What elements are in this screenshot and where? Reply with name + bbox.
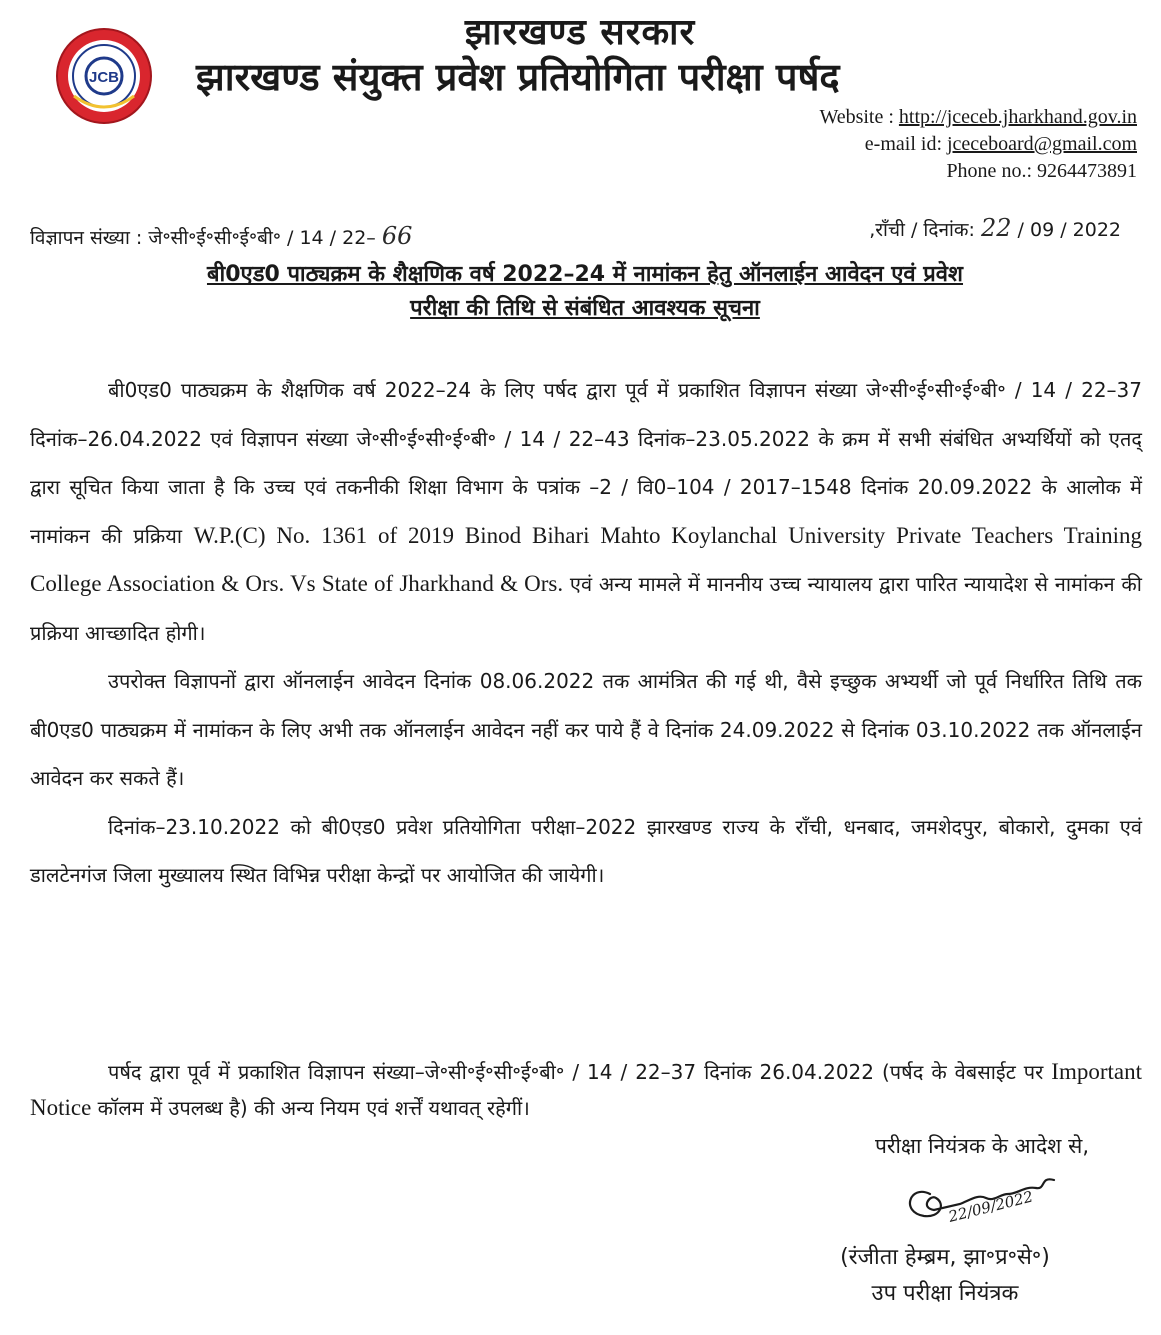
website-label: Website : — [819, 106, 899, 128]
handwritten-signature — [890, 1164, 1070, 1230]
important-notice-term: Important Notice — [30, 1059, 1142, 1120]
reference-line — [30, 214, 1121, 250]
email-label: e-mail id: — [864, 133, 947, 155]
subject-line-2: परीक्षा की तिथि से संबंधित आवश्यक सूचना — [410, 296, 760, 321]
paragraph-4: पर्षद द्वारा पूर्व में प्रकाशित विज्ञापन संख्या–जे॰सी॰ई॰सी॰ई॰बी॰ / 14 / 22–37 दिनांक 26.04.2022 (पर्षद के वेबसाईट पर Important Notice कॉलम में उपलब्ध है) की अन्य नियम एवं शर्त्तें यथावत् रहेगीं। — [30, 1059, 1142, 1120]
contact-block — [819, 104, 1137, 185]
advertisement-number: विज्ञापन संख्या : जे॰सी॰ई॰सी॰ई॰बी॰ / 14 / 22– 66 — [30, 222, 413, 250]
signatory-name: (रंजीता हेम्ब्रम, झा॰प्र॰से॰) — [840, 1245, 1050, 1270]
handwritten-day: 22 — [980, 214, 1012, 242]
svg-text:JCB: JCB — [88, 69, 120, 86]
paragraph-1: बी0एड0 पाठ्यक्रम के शैक्षणिक वर्ष 2022–24 के लिए पर्षद द्वारा पूर्व में प्रकाशित विज्ञापन संख्या जे॰सी॰ई॰सी॰ई॰बी॰ / 14 / 22–37 दिनांक–26.04.2022 एवं विज्ञापन संख्या जे॰सी॰ई॰सी॰ई॰बी॰ / 14 / 22–43 दिनांक–23.05.2022 के क्रम में सभी संबंधित अभ्यर्थियों को एतद् द्वारा सूचित किया जाता है कि उच्च एवं तकनीकी शिक्षा विभाग के पत्रांक –2 / वि0–104 / 2017–1548 दिनांक 20.09.2022 के आलोक में नामांकन की प्रक्रिया W.P.(C) No. 1361 of 2019 Binod Bihari Mahto Koylanchal University Private Teachers Training College Association & Ors. Vs State of Jharkhand & Ors. एवं अन्य मामले में माननीय उच्च न्यायालय द्वारा पारित न्यायादेश से नामांकन की प्रक्रिया आच्छादित होगी। — [30, 378, 1142, 645]
jceceb-seal-logo — [54, 26, 154, 126]
government-heading: झारखण्ड सरकार — [464, 12, 696, 53]
website-link[interactable]: http://jceceb.jharkhand.gov.in — [898, 106, 1137, 128]
phone-line: Phone no.: 9264473891 — [946, 160, 1137, 182]
notice-subject — [40, 258, 1130, 326]
notice-closing — [30, 1054, 1142, 1126]
council-heading: झारखण्ड संयुक्त प्रवेश प्रतियोगिता परीक्षा पर्षद — [196, 55, 840, 99]
paragraph-2: उपरोक्त विज्ञापनों द्वारा ऑनलाईन आवेदन दिनांक 08.06.2022 तक आमंत्रित की गई थी, वैसे इच्छुक अभ्यर्थी जो पूर्व निर्धारित तिथि तक बी0एड0 पाठ्यक्रम में नामांकन के लिए अभी तक ऑनलाईन आवेदन नहीं कर पाये हैं वे दिनांक 24.09.2022 से दिनांक 03.10.2022 तक ऑनलाईन आवेदन कर सकते हैं। — [30, 669, 1142, 790]
paragraph-3: दिनांक–23.10.2022 को बी0एड0 प्रवेश प्रतियोगिता परीक्षा–2022 झारखण्ड राज्य के राँची, धनबाद, जमशेदपुर, बोकारो, दुमका एवं डालटेनगंज जिला मुख्यालय स्थित विभिन्न परीक्षा केन्द्रों पर आयोजित की जायेगी। — [30, 814, 1142, 887]
court-case-reference: W.P.(C) No. 1361 of 2019 Binod Bihari Mahto Koylanchal University Private Teachers Training College Association & Ors. Vs State of Jharkhand & Ors. — [30, 522, 1142, 596]
notice-body — [30, 366, 1142, 900]
email-link[interactable]: jceceboard@gmail.com — [947, 133, 1137, 155]
place-date: ,राँची / दिनांक: 22 / 09 / 2022 — [869, 214, 1121, 242]
signature-date: 22/09/2022 — [946, 1187, 1035, 1226]
signatory-block — [780, 1240, 1110, 1312]
handwritten-number: 66 — [381, 222, 413, 250]
website-line — [819, 104, 1137, 131]
subject-line-1: बी0एड0 पाठ्यक्रम के शैक्षणिक वर्ष 2022–24 में नामांकन हेतु ऑनलाईन आवेदन एवं प्रवेश — [206, 262, 964, 287]
email-line — [819, 131, 1137, 158]
signatory-designation: उप परीक्षा नियंत्रक — [871, 1281, 1019, 1306]
by-order-text: परीक्षा नियंत्रक के आदेश से, — [874, 1134, 1089, 1158]
